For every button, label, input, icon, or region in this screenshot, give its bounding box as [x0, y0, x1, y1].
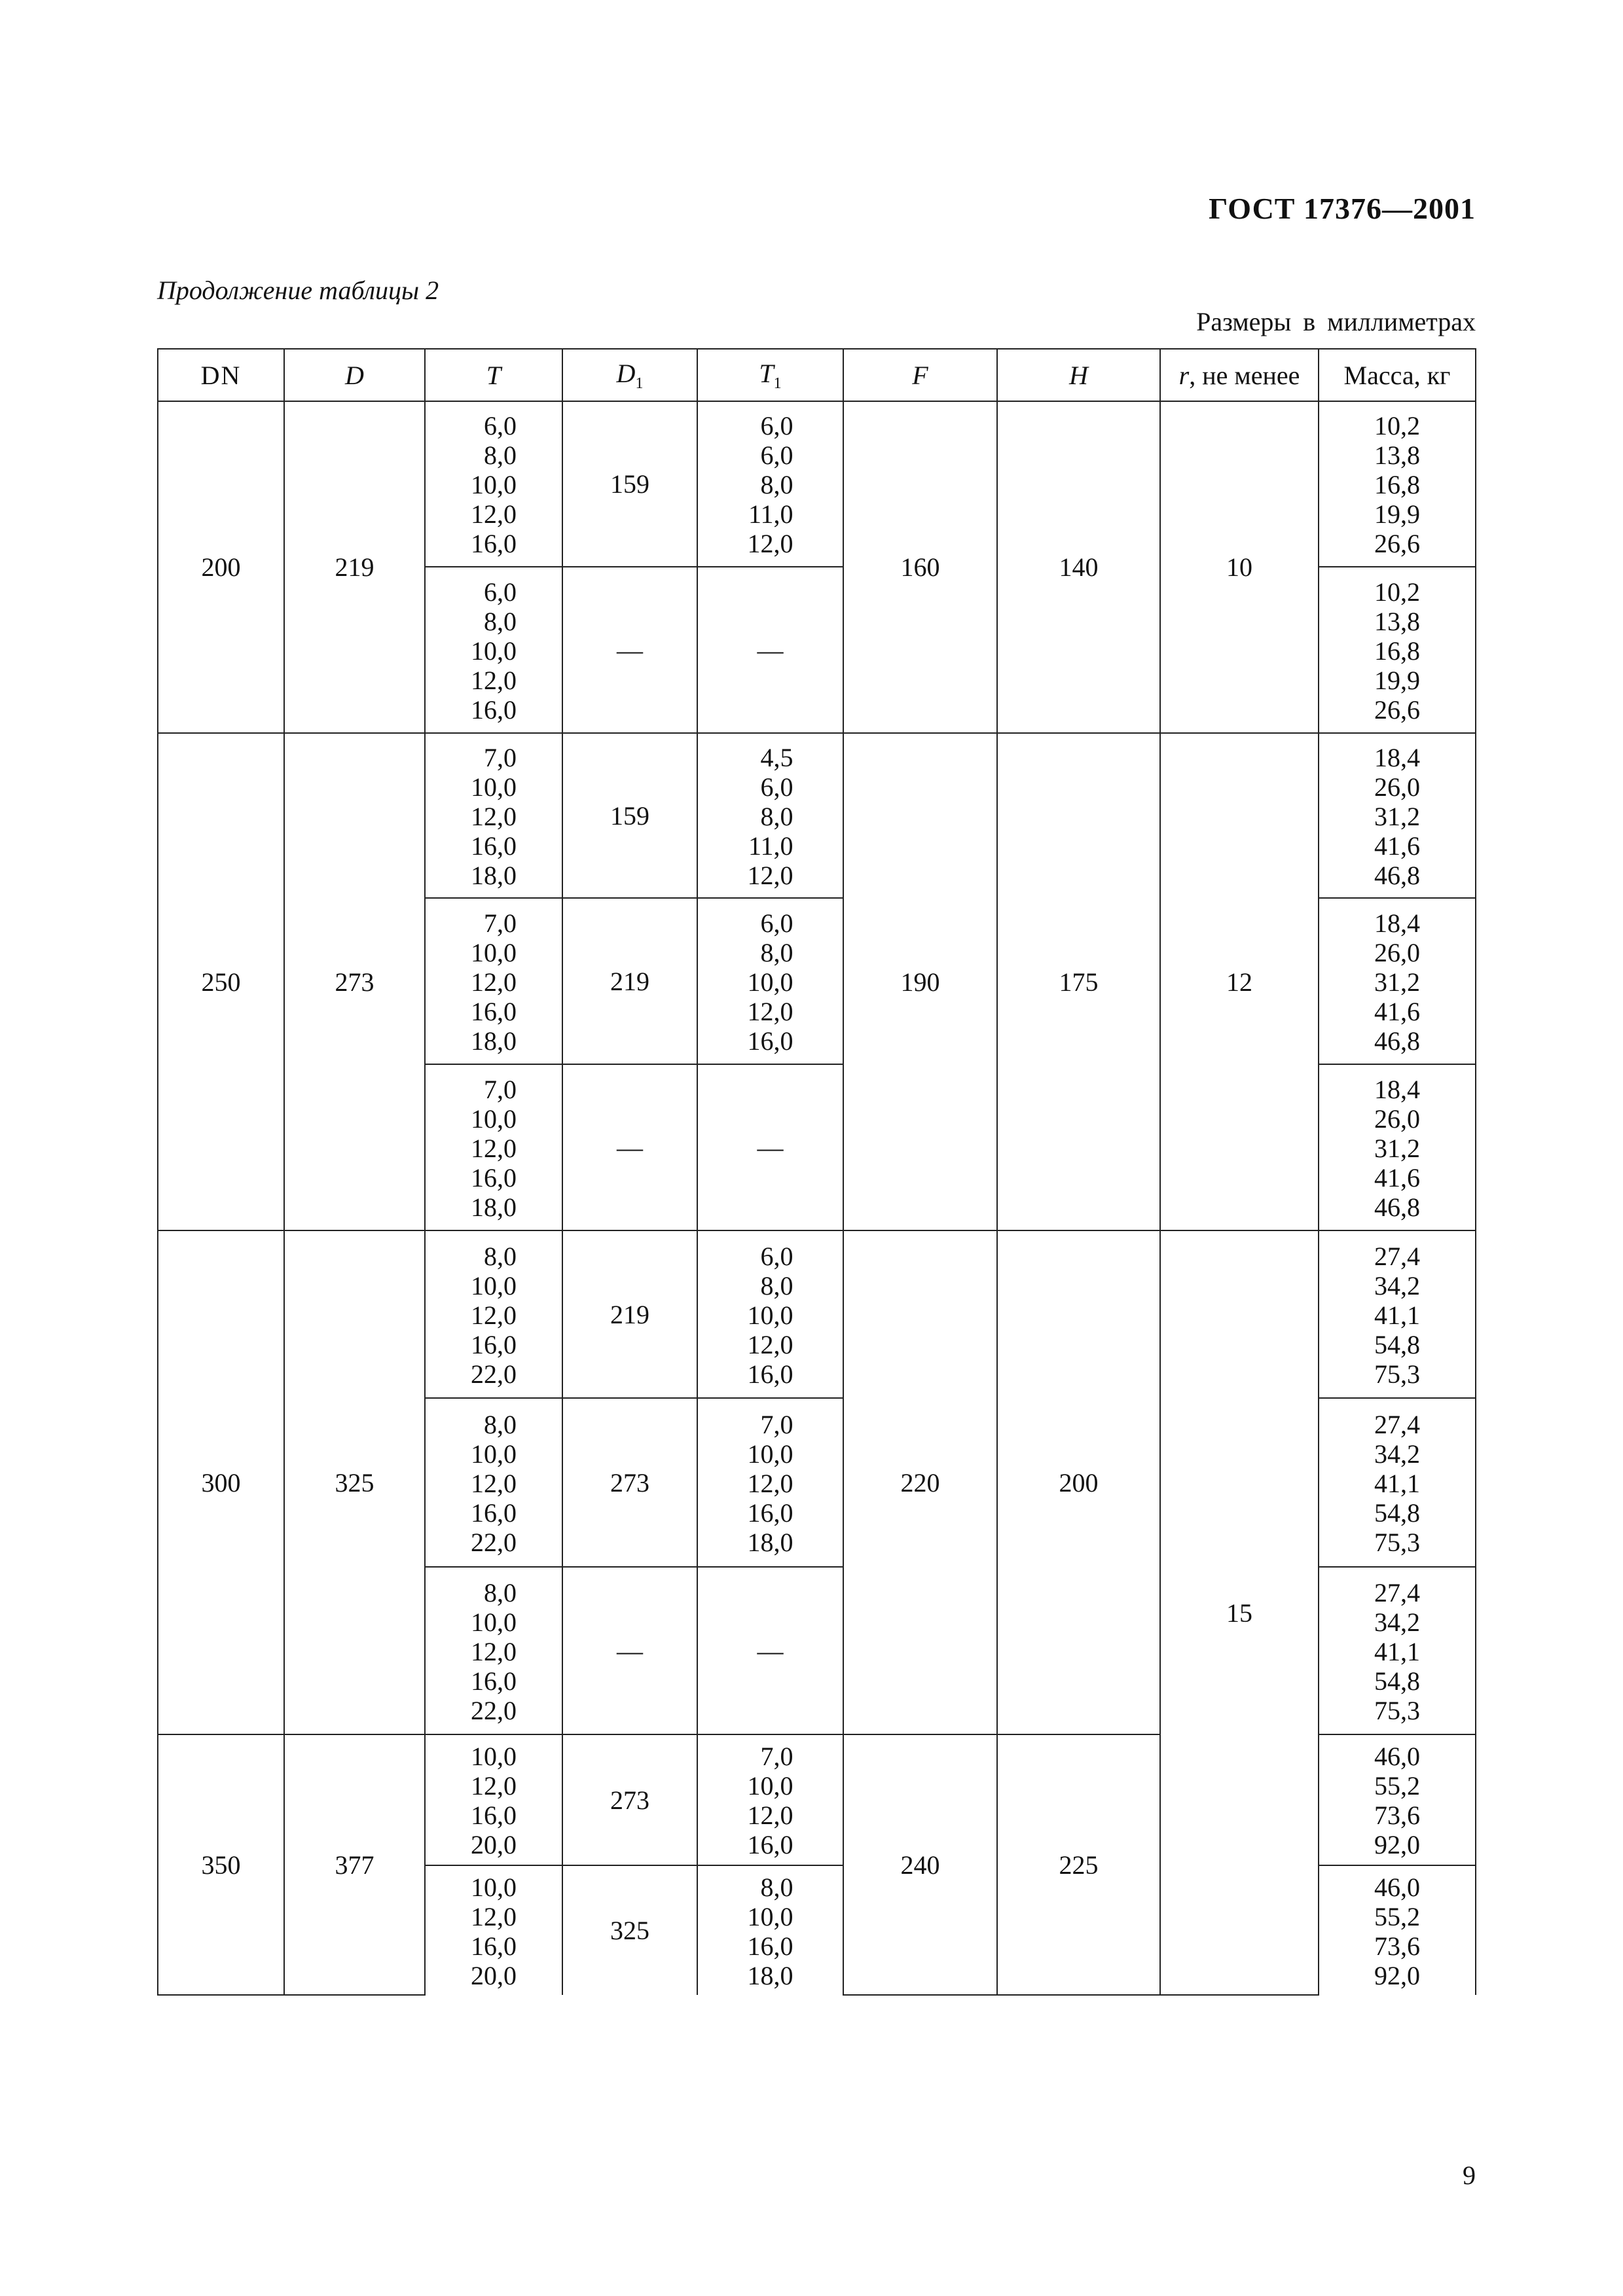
cell-d1-value: —	[617, 635, 643, 665]
cell-dn-value: 250	[201, 967, 241, 997]
cell-value-line: 6,0	[760, 440, 793, 470]
cell-mass	[1319, 1734, 1476, 1865]
cell-value-line: 26,0	[1374, 1103, 1420, 1134]
cell-t1	[697, 1865, 843, 1995]
page-number: 9	[1463, 2161, 1476, 2190]
header-t1	[697, 349, 843, 401]
cell-value-line: 73,6	[1374, 1931, 1420, 1961]
cell-t1-value: —	[757, 1132, 784, 1162]
cell-value-line: 16,0	[471, 996, 517, 1026]
cell-d1-value: —	[617, 1132, 643, 1162]
header-dn	[158, 349, 284, 401]
cell-d1	[562, 1865, 697, 1995]
cell-value-line: 6,0	[484, 577, 517, 607]
units-note: Размеры в миллиметрах	[1196, 307, 1476, 336]
cell-value-line: 92,0	[1374, 1960, 1420, 1990]
cell-value-line: 10,0	[471, 1270, 517, 1300]
cell-t	[425, 733, 562, 898]
cell-mass	[1319, 1064, 1476, 1230]
cell-value-line: 46,8	[1374, 1192, 1420, 1222]
cell-value-line: 10,0	[471, 470, 517, 499]
cell-t1-value: —	[757, 1636, 784, 1666]
cell-value-line: 13,8	[1374, 440, 1420, 470]
cell-h-value: 140	[1059, 552, 1099, 582]
cell-value-line: 31,2	[1374, 801, 1420, 831]
cell-t	[425, 1865, 562, 1995]
cell-mass	[1319, 1865, 1476, 1995]
cell-r	[1160, 401, 1319, 733]
cell-value-line: 12,0	[471, 1771, 517, 1801]
cell-value-line: 18,0	[471, 860, 517, 890]
cell-value-line: 6,0	[760, 908, 793, 938]
cell-value-line: 16,0	[471, 1666, 517, 1696]
cell-value-line: 12,0	[747, 529, 793, 558]
cell-t	[425, 1230, 562, 1398]
cell-value-line: 10,0	[747, 967, 793, 997]
cell-value-line: 18,0	[471, 1192, 517, 1222]
cell-value-line: 16,0	[471, 1329, 517, 1359]
header-h-label: H	[1069, 360, 1088, 390]
header-t	[425, 349, 562, 401]
dimensions-table	[157, 348, 1476, 1996]
cell-value-line: 18,0	[747, 1527, 793, 1557]
cell-value-line: 16,0	[471, 1162, 517, 1193]
cell-value-line: 10,0	[471, 1872, 517, 1902]
cell-h	[997, 1734, 1160, 1995]
header-mass-label: Масса, кг	[1343, 360, 1451, 390]
header-r	[1160, 349, 1319, 401]
cell-value-line: 73,6	[1374, 1801, 1420, 1830]
cell-value-line: 10,0	[747, 1439, 793, 1469]
cell-h-value: 225	[1059, 1850, 1099, 1880]
cell-f-value: 190	[900, 967, 940, 997]
cell-value-line: 8,0	[484, 1409, 517, 1439]
cell-value-line: 26,0	[1374, 937, 1420, 967]
header-d1-subscript: 1	[635, 374, 644, 392]
cell-value-line: 16,0	[747, 1931, 793, 1961]
cell-value-line: 54,8	[1374, 1329, 1420, 1359]
cell-value-line: 11,0	[748, 499, 793, 529]
cell-value-line: 16,8	[1374, 636, 1420, 666]
cell-value-line: 22,0	[471, 1695, 517, 1725]
cell-value-line: 8,0	[760, 937, 793, 967]
cell-f-value: 220	[900, 1467, 940, 1498]
header-f-label: F	[912, 360, 928, 390]
cell-d1-value: 325	[610, 1916, 649, 1945]
cell-value-line: 6,0	[760, 1241, 793, 1271]
cell-d1-value: 159	[610, 800, 649, 831]
cell-d1	[562, 1734, 697, 1865]
table-row	[158, 1230, 1476, 1398]
cell-value-line: 41,6	[1374, 1162, 1420, 1193]
cell-mass	[1319, 733, 1476, 898]
cell-value-line: 6,0	[484, 411, 517, 440]
cell-value-line: 34,2	[1374, 1270, 1420, 1300]
cell-mass	[1319, 1567, 1476, 1734]
cell-mass	[1319, 567, 1476, 733]
cell-value-line: 41,1	[1374, 1636, 1420, 1666]
cell-d1-value: 273	[610, 1785, 649, 1815]
cell-value-line: 34,2	[1374, 1439, 1420, 1469]
cell-mass	[1319, 401, 1476, 567]
cell-d1	[562, 733, 697, 898]
cell-value-line: 7,0	[484, 908, 517, 938]
cell-d1-value: —	[617, 1636, 643, 1666]
cell-dn	[158, 1734, 284, 1995]
cell-t1	[697, 1734, 843, 1865]
cell-value-line: 12,0	[471, 801, 517, 831]
cell-value-line: 22,0	[471, 1359, 517, 1389]
table-row	[158, 733, 1476, 898]
cell-d-value: 325	[335, 1467, 374, 1498]
cell-value-line: 12,0	[747, 860, 793, 890]
cell-d	[284, 401, 425, 733]
cell-h	[997, 1230, 1160, 1734]
cell-h-value: 200	[1059, 1467, 1099, 1498]
cell-value-line: 7,0	[484, 742, 517, 772]
cell-value-line: 16,0	[471, 1801, 517, 1830]
cell-value-line: 16,0	[747, 1026, 793, 1056]
cell-dn-value: 200	[201, 552, 241, 582]
cell-value-line: 10,2	[1374, 577, 1420, 607]
cell-value-line: 16,0	[471, 831, 517, 861]
cell-value-line: 12,0	[471, 967, 517, 997]
cell-value-line: 75,3	[1374, 1527, 1420, 1557]
cell-t	[425, 898, 562, 1064]
cell-value-line: 22,0	[471, 1527, 517, 1557]
cell-value-line: 16,0	[471, 1931, 517, 1961]
header-t1-subscript: 1	[773, 374, 782, 392]
cell-f	[843, 1230, 997, 1734]
table-header-row	[158, 349, 1476, 401]
cell-value-line: 34,2	[1374, 1607, 1420, 1637]
cell-value-line: 46,0	[1374, 1742, 1420, 1771]
cell-value-line: 41,6	[1374, 996, 1420, 1026]
header-r-text: , не менее	[1189, 360, 1300, 390]
cell-value-line: 46,0	[1374, 1872, 1420, 1902]
cell-r	[1160, 1230, 1319, 1995]
cell-value-line: 55,2	[1374, 1771, 1420, 1801]
cell-mass	[1319, 1230, 1476, 1398]
header-d1-label: D	[616, 358, 636, 388]
cell-dn-value: 300	[201, 1467, 241, 1498]
cell-value-line: 26,6	[1374, 529, 1420, 558]
cell-value-line: 16,0	[747, 1359, 793, 1389]
cell-value-line: 18,0	[471, 1026, 517, 1056]
cell-value-line: 10,0	[471, 1607, 517, 1637]
cell-d	[284, 733, 425, 1230]
cell-t1	[697, 733, 843, 898]
cell-value-line: 16,0	[747, 1498, 793, 1528]
cell-t	[425, 401, 562, 567]
cell-value-line: 8,0	[484, 606, 517, 636]
cell-value-line: 16,0	[471, 529, 517, 558]
cell-t1	[697, 898, 843, 1064]
cell-value-line: 11,0	[748, 831, 793, 861]
cell-t1	[697, 1567, 843, 1734]
header-d1	[562, 349, 697, 401]
cell-value-line: 7,0	[484, 1074, 517, 1104]
cell-value-line: 54,8	[1374, 1498, 1420, 1528]
cell-t1	[697, 1398, 843, 1567]
cell-value-line: 54,8	[1374, 1666, 1420, 1696]
cell-f	[843, 1734, 997, 1995]
cell-value-line: 12,0	[747, 996, 793, 1026]
header-dn-label: DN	[200, 360, 242, 390]
cell-value-line: 8,0	[484, 1241, 517, 1271]
cell-value-line: 8,0	[484, 440, 517, 470]
cell-d1	[562, 898, 697, 1064]
header-t1-label: T	[759, 358, 774, 388]
cell-value-line: 12,0	[747, 1801, 793, 1830]
cell-value-line: 10,0	[471, 1103, 517, 1134]
cell-value-line: 41,1	[1374, 1300, 1420, 1330]
cell-r	[1160, 733, 1319, 1230]
cell-value-line: 12,0	[471, 1468, 517, 1498]
table-body	[158, 401, 1476, 1995]
cell-value-line: 12,0	[471, 1901, 517, 1931]
cell-d1-value: 159	[610, 469, 649, 499]
cell-d1	[562, 1064, 697, 1230]
cell-value-line: 31,2	[1374, 967, 1420, 997]
cell-f	[843, 733, 997, 1230]
cell-value-line: 13,8	[1374, 606, 1420, 636]
cell-value-line: 27,4	[1374, 1409, 1420, 1439]
cell-value-line: 12,0	[471, 1133, 517, 1163]
cell-dn	[158, 401, 284, 733]
cell-t1	[697, 1230, 843, 1398]
cell-value-line: 7,0	[760, 1409, 793, 1439]
header-d-label: D	[345, 360, 364, 390]
cell-dn	[158, 1230, 284, 1734]
cell-d1	[562, 1398, 697, 1567]
header-t-label: T	[486, 360, 501, 390]
cell-d1	[562, 401, 697, 567]
cell-t	[425, 1398, 562, 1567]
cell-d1	[562, 1230, 697, 1398]
cell-value-line: 16,8	[1374, 470, 1420, 499]
cell-value-line: 26,0	[1374, 772, 1420, 802]
cell-value-line: 7,0	[760, 1742, 793, 1771]
cell-value-line: 75,3	[1374, 1359, 1420, 1389]
cell-value-line: 46,8	[1374, 1026, 1420, 1056]
cell-r-value: 10	[1226, 552, 1252, 582]
cell-value-line: 27,4	[1374, 1241, 1420, 1271]
cell-t	[425, 1064, 562, 1230]
cell-value-line: 20,0	[471, 1960, 517, 1990]
cell-value-line: 41,1	[1374, 1468, 1420, 1498]
cell-f-value: 240	[900, 1850, 940, 1880]
cell-value-line: 8,0	[484, 1577, 517, 1607]
header-h	[997, 349, 1160, 401]
cell-d	[284, 1230, 425, 1734]
cell-value-line: 12,0	[471, 1300, 517, 1330]
cell-value-line: 18,4	[1374, 908, 1420, 938]
cell-value-line: 8,0	[760, 801, 793, 831]
cell-r-value: 12	[1226, 967, 1252, 997]
cell-d1-value: 273	[610, 1467, 649, 1498]
cell-r-value: 15	[1226, 1598, 1252, 1628]
cell-value-line: 10,0	[747, 1771, 793, 1801]
cell-t	[425, 1734, 562, 1865]
cell-h	[997, 401, 1160, 733]
cell-value-line: 8,0	[760, 1872, 793, 1902]
cell-d	[284, 1734, 425, 1995]
cell-value-line: 12,0	[471, 499, 517, 529]
cell-h	[997, 733, 1160, 1230]
cell-value-line: 16,0	[471, 694, 517, 725]
cell-value-line: 41,6	[1374, 831, 1420, 861]
cell-mass	[1319, 1398, 1476, 1567]
cell-value-line: 75,3	[1374, 1695, 1420, 1725]
document-code: ГОСТ 17376—2001	[1209, 192, 1476, 225]
cell-value-line: 19,9	[1374, 665, 1420, 695]
cell-t	[425, 1567, 562, 1734]
cell-value-line: 8,0	[760, 470, 793, 499]
cell-d-value: 273	[335, 967, 374, 997]
cell-t	[425, 567, 562, 733]
cell-value-line: 12,0	[471, 1636, 517, 1666]
cell-value-line: 20,0	[471, 1830, 517, 1859]
cell-t1-value: —	[757, 635, 784, 665]
header-d	[284, 349, 425, 401]
cell-value-line: 10,0	[747, 1300, 793, 1330]
cell-t1	[697, 401, 843, 567]
cell-value-line: 18,4	[1374, 742, 1420, 772]
header-f	[843, 349, 997, 401]
cell-d1	[562, 1567, 697, 1734]
cell-value-line: 10,0	[471, 772, 517, 802]
cell-value-line: 10,0	[471, 636, 517, 666]
table-continuation-caption: Продолжение таблицы 2	[157, 276, 439, 305]
cell-value-line: 16,0	[747, 1830, 793, 1859]
header-mass	[1319, 349, 1476, 401]
cell-value-line: 10,2	[1374, 411, 1420, 440]
cell-value-line: 12,0	[471, 665, 517, 695]
cell-value-line: 46,8	[1374, 860, 1420, 890]
cell-d1	[562, 567, 697, 733]
cell-value-line: 6,0	[760, 411, 793, 440]
cell-value-line: 4,5	[760, 742, 793, 772]
cell-value-line: 26,6	[1374, 694, 1420, 725]
cell-value-line: 12,0	[747, 1329, 793, 1359]
cell-value-line: 10,0	[471, 1439, 517, 1469]
cell-value-line: 18,4	[1374, 1074, 1420, 1104]
cell-value-line: 31,2	[1374, 1133, 1420, 1163]
table-row	[158, 401, 1476, 567]
cell-value-line: 16,0	[471, 1498, 517, 1528]
cell-f	[843, 401, 997, 733]
cell-d-value: 377	[335, 1850, 374, 1880]
cell-value-line: 12,0	[747, 1468, 793, 1498]
cell-d1-value: 219	[610, 1299, 649, 1329]
cell-t1	[697, 1064, 843, 1230]
cell-f-value: 160	[900, 552, 940, 582]
cell-value-line: 55,2	[1374, 1901, 1420, 1931]
header-r-symbol: r	[1178, 360, 1190, 390]
cell-value-line: 27,4	[1374, 1577, 1420, 1607]
cell-value-line: 18,0	[747, 1960, 793, 1990]
cell-d1-value: 219	[610, 966, 649, 996]
cell-t1	[697, 567, 843, 733]
cell-value-line: 6,0	[760, 772, 793, 802]
cell-value-line: 10,0	[471, 937, 517, 967]
cell-dn-value: 350	[201, 1850, 241, 1880]
cell-value-line: 10,0	[471, 1742, 517, 1771]
cell-d-value: 219	[335, 552, 374, 582]
cell-value-line: 19,9	[1374, 499, 1420, 529]
cell-value-line: 8,0	[760, 1270, 793, 1300]
cell-dn	[158, 733, 284, 1230]
cell-value-line: 92,0	[1374, 1830, 1420, 1859]
cell-h-value: 175	[1059, 967, 1099, 997]
cell-value-line: 10,0	[747, 1901, 793, 1931]
cell-mass	[1319, 898, 1476, 1064]
